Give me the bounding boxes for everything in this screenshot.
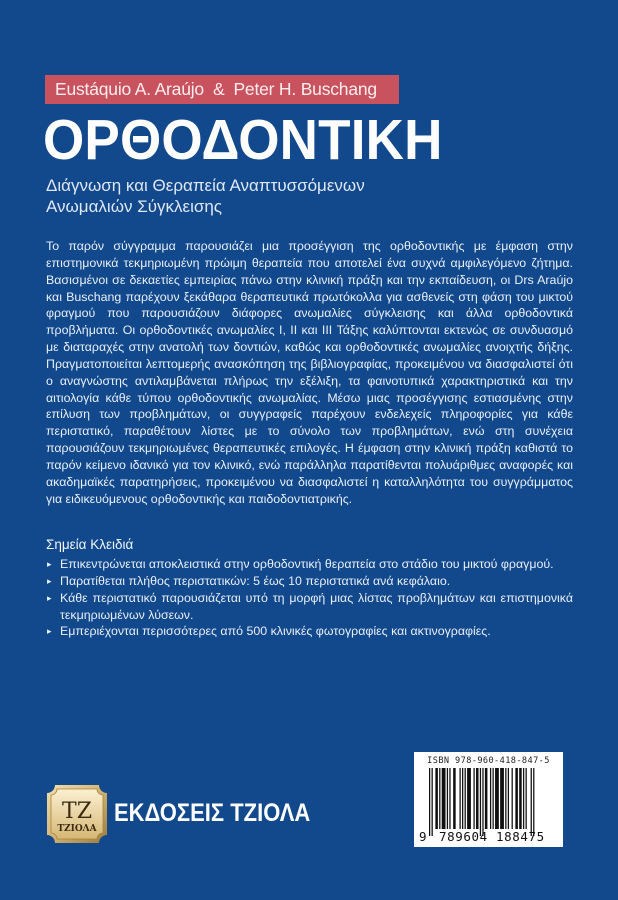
author-name: Peter H. Buschang (233, 79, 377, 99)
barcode-bar (449, 768, 450, 829)
key-point-text: Επικεντρώνεται αποκλειστικά στην ορθοδοντική θεραπεία στο στάδιο του μικτού φραγμού. (60, 557, 554, 571)
barcode-bar (467, 768, 471, 829)
barcode-bar (531, 768, 532, 836)
barcode-bar (523, 768, 524, 829)
barcode-bar (490, 768, 491, 829)
barcode-bar (442, 768, 446, 829)
triangle-bullet-icon: ▸ (47, 575, 52, 586)
book-description: Το παρόν σύγγραμμα παρουσιάζει μια προσέγγιση της ορθοδοντικής με έμφαση στην επιστημονικά τεκμηριωμένη πρώιμη θεραπεία που αποτελεί ένα συχνά αμφιλεγόμενο ζήτημα. Βασισμένοι σε δεκαετίες εμπειρίας πάνω στην κλινική πράξη και την εκπαίδευση, οι Drs Araújo και Buschang παρέχουν ξεκάθαρα θεραπευτικά πρωτόκολλα για ασθενείς στη φάση του μικτού φραγμού που παρουσιάζουν διάφορες ανωμαλίες σύγκλεισης και άλλα ορθοδοντικά προβλήματα. Οι ορθοδοντικές ανωμαλίες I, II και III Τάξης καλύπτονται εκτενώς σε συνδυασμό με διαταραχές στην ανατολή των δοντιών, καθώς και ορθοδοντικές ανωμαλίες ανοιχτής δήξης. Πραγματοποιείται λεπτομερής ανασκόπηση της βιβλιογραφίας, προκειμένου να διασφαλιστεί ότι ο αναγνώστης αντιλαμβάνεται πλήρως την εξέλιξη, τα φαινοτυπικά χαρακτηριστικά και την αιτιολογία κάθε τύπου ορθοδοντικής ανωμαλίας. Μέσω μιας προσέγγισης εστιασμένης στην επίλυση των προβλημάτων, οι συγγραφείς παρέχουν ενδελεχείς πληροφορίες για κάθε περιστατικό, παραθέτουν λίστες με το σύνολο των προβλημάτων, ενώ στη συνέχεια παρουσιάζουν τεκμηριωμένες θεραπευτικές επιλογές. Η έμφαση στην κλινική πράξη καθιστά το παρόν κείμενο ιδανικό για τον κλινικό, ενώ παράλληλα παρατίθενται πολυάριθμες αναφορές και ακαδημαϊκές παρατηρήσεις, προκειμένου να διασφαλιστεί η καταλληλότητα του συγγράμματος για ειδικευόμενους ορθοδοντικής και παιδοδοντιατρικής. (46, 239, 573, 506)
barcode-bar (453, 768, 456, 829)
authors-banner (45, 75, 399, 104)
barcode-bar (439, 768, 440, 829)
barcode-digits-left: 789604 (439, 829, 488, 844)
barcode-bar (493, 768, 494, 829)
barcode-bar (447, 768, 448, 829)
barcode-bar (432, 768, 433, 836)
barcode-bar (512, 768, 513, 829)
barcode-bar (526, 768, 527, 829)
key-points-heading: Σημεία Κλειδιά (46, 537, 134, 552)
key-points-list (46, 556, 573, 640)
barcode-bar (533, 768, 534, 836)
barcode-bar (500, 768, 504, 829)
logo-monogram: TZ (62, 799, 92, 824)
barcode-bar (476, 768, 479, 829)
book-subtitle (46, 175, 466, 217)
barcode-bar (508, 768, 509, 829)
logo-text: ΤΖΙΟΛΑ (57, 824, 97, 834)
key-point-text: Παρατίθεται πλήθος περιστατικών: 5 έως 10 περιστατικά ανά κεφάλαιο. (60, 573, 451, 588)
key-point-item (46, 623, 573, 640)
key-point-item (46, 556, 573, 573)
barcode-bar (505, 768, 506, 829)
subtitle-line: Ανωμαλιών Σύγκλεισης (46, 197, 223, 216)
triangle-bullet-icon: ▸ (47, 592, 52, 603)
barcode-bar (485, 768, 488, 829)
barcode-bar (435, 768, 438, 829)
barcode-bar (515, 768, 518, 829)
barcode-bar (465, 768, 466, 829)
barcode-bar (482, 768, 483, 836)
isbn-number: ISBN 978-960-418-847-5 (427, 756, 550, 766)
barcode-digits-lead: 9 (419, 829, 427, 844)
barcode-bar (429, 768, 430, 836)
key-point-text: Εμπεριέχονται περισσότερες από 500 κλινικές φωτογραφίες και ακτινογραφίες. (60, 624, 491, 639)
author-name: Eustáquio A. Araújo (55, 79, 204, 99)
barcode-bar (495, 768, 499, 829)
key-point-item (46, 590, 573, 624)
publisher-name: ΕΚΔΟΣΕΙΣ ΤΖΙΟΛΑ (114, 799, 311, 827)
barcode-bar (462, 768, 463, 829)
key-point-item (46, 573, 573, 590)
barcode-bar (519, 768, 522, 829)
publisher-logo-icon (47, 785, 107, 843)
author-separator: & (212, 79, 225, 99)
subtitle-line: Διάγνωση και Θεραπεία Αναπτυσσόμενων (46, 176, 365, 195)
barcode-bar (473, 768, 474, 829)
book-title: ΟΡΘΟΔΟΝΤΙΚΗ (43, 108, 443, 172)
barcode-bar (459, 768, 460, 829)
barcode-digits-right: 188475 (496, 829, 545, 844)
triangle-bullet-icon: ▸ (47, 559, 52, 569)
triangle-bullet-icon: ▸ (47, 626, 52, 637)
barcode-bar (480, 768, 481, 836)
key-point-text: Κάθε περιστατικό παρουσιάζεται υπό τη μορφή μιας λίστας προβλημάτων και επιστημονικά τεκμηριωμένων λύσεων. (60, 590, 573, 622)
isbn-barcode (414, 752, 563, 847)
